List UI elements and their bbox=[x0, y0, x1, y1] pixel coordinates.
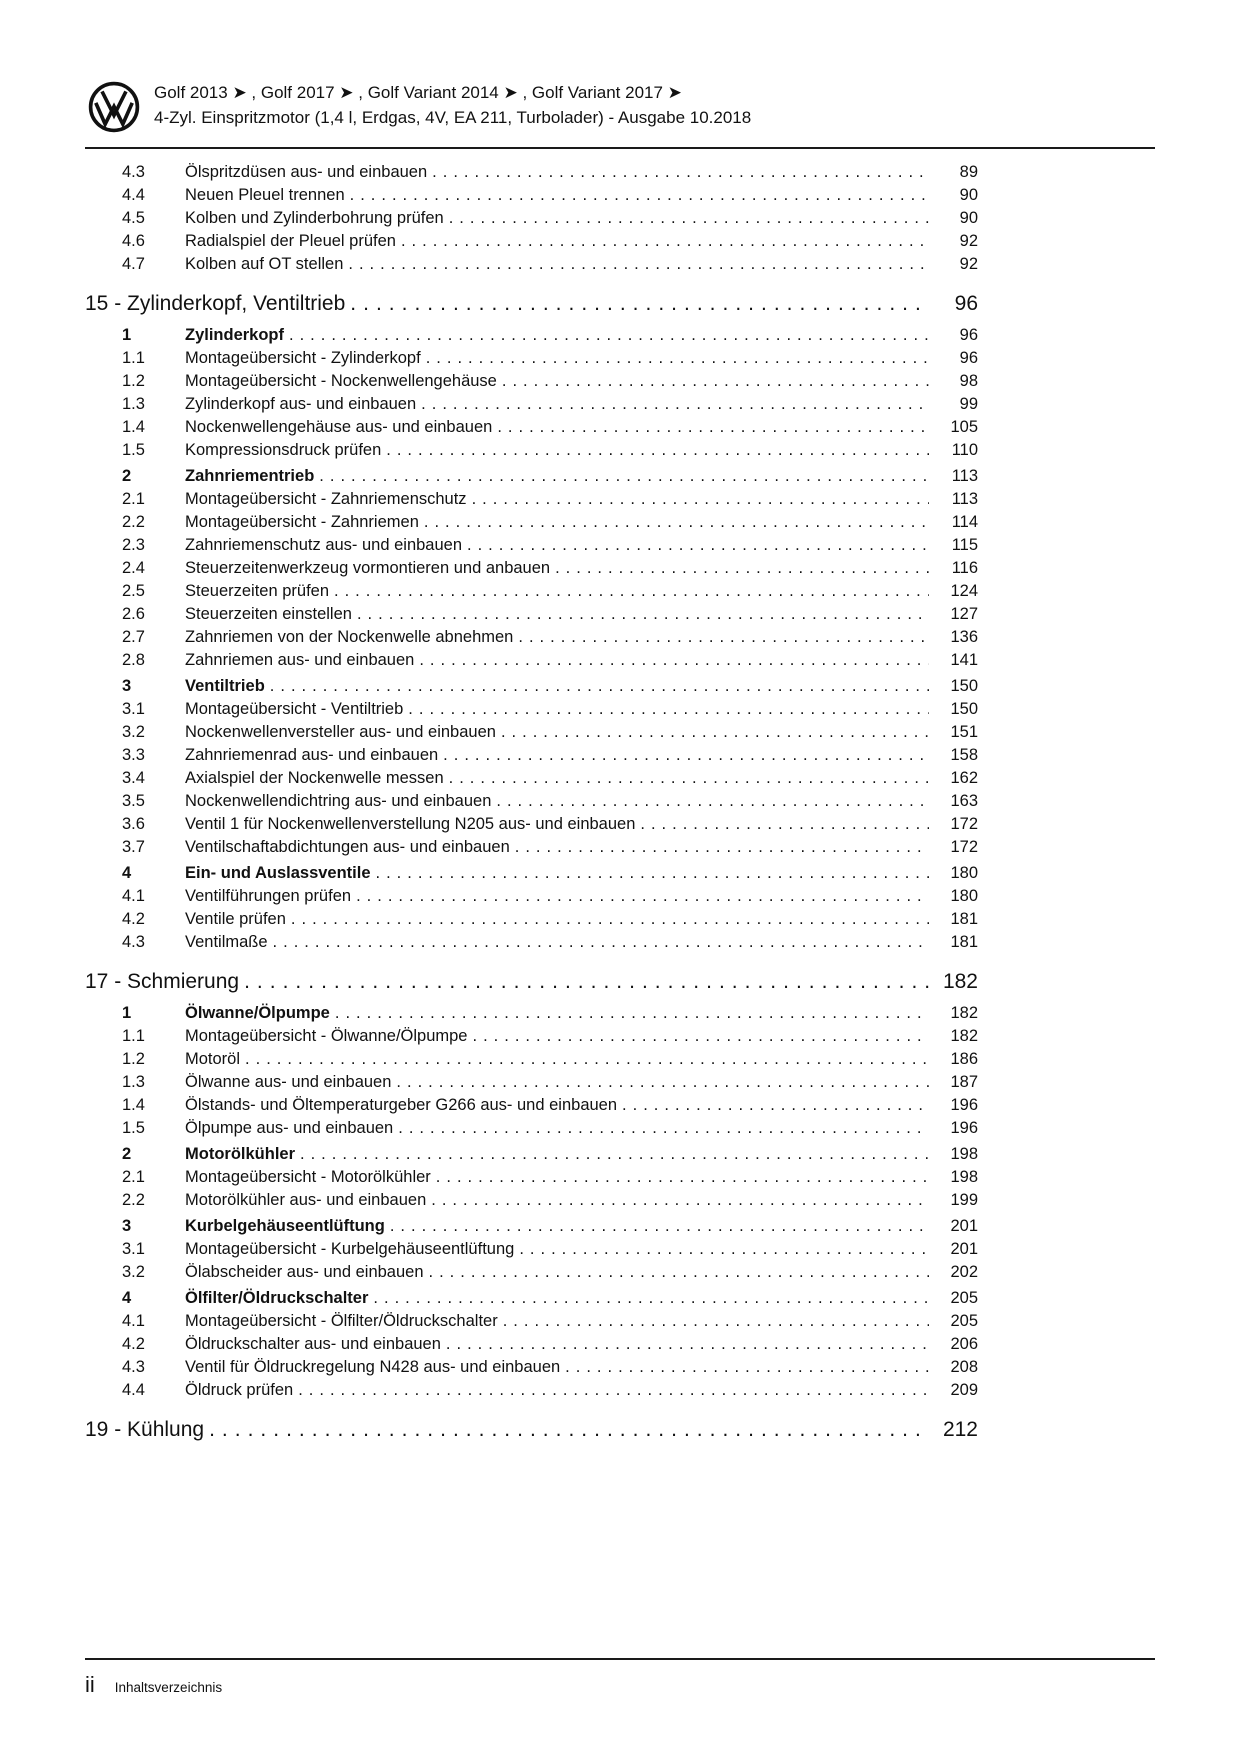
toc-entry-number: 3.3 bbox=[122, 746, 145, 764]
dot-leader bbox=[357, 603, 929, 626]
header-text-block bbox=[154, 80, 751, 130]
toc-entry-page: 114 bbox=[951, 513, 978, 531]
toc-entry bbox=[85, 1048, 978, 1071]
dot-leader bbox=[419, 649, 929, 672]
dot-leader bbox=[555, 557, 929, 580]
toc-entry bbox=[85, 347, 978, 370]
toc-entry-page: 99 bbox=[959, 395, 978, 413]
dot-leader bbox=[503, 1310, 929, 1333]
toc-entry-number: 4.4 bbox=[122, 1381, 145, 1399]
toc-entry bbox=[85, 885, 978, 908]
dot-leader bbox=[291, 908, 929, 931]
toc-entry-page: 205 bbox=[950, 1312, 978, 1330]
toc-entry bbox=[85, 416, 978, 439]
dot-leader bbox=[335, 1002, 929, 1025]
toc-entry bbox=[85, 836, 978, 859]
toc-entry-number: 1.1 bbox=[122, 349, 145, 367]
toc-entry bbox=[85, 1117, 978, 1140]
toc-entry-page: 181 bbox=[950, 933, 978, 951]
toc-entry bbox=[85, 1416, 978, 1444]
toc-entry-number: 4.2 bbox=[122, 910, 145, 928]
toc-entry-number: 2 bbox=[122, 467, 132, 485]
toc-entry-page: 113 bbox=[951, 467, 978, 485]
toc-entry-page: 198 bbox=[950, 1168, 978, 1186]
toc-entry-page: 198 bbox=[950, 1145, 978, 1163]
toc-entry-title: Ventilschaftabdichtungen aus- und einbauen bbox=[185, 838, 510, 856]
dot-leader bbox=[515, 836, 929, 859]
toc-entry-title: Motorölkühler bbox=[185, 1145, 295, 1163]
toc-entry-number: 4.2 bbox=[122, 1335, 145, 1353]
dot-leader bbox=[300, 1143, 929, 1166]
toc-entry-title: Ölpumpe aus- und einbauen bbox=[185, 1119, 394, 1137]
dot-leader bbox=[449, 767, 929, 790]
toc-entry bbox=[85, 184, 978, 207]
toc-entry-number: 3.2 bbox=[122, 1263, 145, 1281]
toc-entry-number: 1.2 bbox=[122, 372, 145, 390]
toc-entry bbox=[85, 862, 978, 885]
toc-entry-page: 105 bbox=[950, 418, 978, 436]
toc-entry-page: 98 bbox=[959, 372, 978, 390]
toc-entry bbox=[85, 626, 978, 649]
toc-entry-title: Kompressionsdruck prüfen bbox=[185, 441, 382, 459]
toc-entry bbox=[85, 968, 978, 996]
dot-leader bbox=[398, 1117, 929, 1140]
toc-entry-title: Motoröl bbox=[185, 1050, 241, 1068]
toc-entry-number: 1.5 bbox=[122, 441, 145, 459]
toc-entry-page: 196 bbox=[950, 1096, 978, 1114]
dot-leader bbox=[565, 1356, 929, 1379]
toc-entry-page: 206 bbox=[950, 1335, 978, 1353]
header-models-line: Golf 2013 ➤ , Golf 2017 ➤ , Golf Variant 2014 ➤ , Golf Variant 2017 ➤ bbox=[154, 83, 682, 102]
toc-entry bbox=[85, 1025, 978, 1048]
toc-entry-title: Kurbelgehäuseentlüftung bbox=[185, 1217, 385, 1235]
toc-entry-page: 96 bbox=[954, 292, 978, 315]
toc-entry-page: 141 bbox=[950, 651, 978, 669]
toc-entry-title: Montageübersicht - Zahnriemen bbox=[185, 513, 419, 531]
toc-entry-title: Steuerzeiten einstellen bbox=[185, 605, 352, 623]
toc-entry-page: 172 bbox=[950, 838, 978, 856]
vw-logo-icon bbox=[88, 81, 140, 133]
toc-entry-title: Zahnriemen aus- und einbauen bbox=[185, 651, 415, 669]
toc-entry bbox=[85, 290, 978, 318]
toc-entry-page: 201 bbox=[950, 1217, 978, 1235]
dot-leader bbox=[245, 1048, 929, 1071]
toc-entry-number: 3.2 bbox=[122, 723, 145, 741]
toc-entry-page: 181 bbox=[950, 910, 978, 928]
toc-entry-title: Ölspritzdüsen aus- und einbauen bbox=[185, 163, 428, 181]
header-divider bbox=[85, 147, 1155, 149]
dot-leader bbox=[270, 675, 929, 698]
toc-entry-page: 115 bbox=[951, 536, 978, 554]
toc-entry-page: 96 bbox=[959, 326, 978, 344]
toc-entry-title: Ventil für Öldruckregelung N428 aus- und einbauen bbox=[185, 1358, 561, 1376]
dot-leader bbox=[429, 1261, 929, 1284]
toc-entry-number: 2.2 bbox=[122, 513, 145, 531]
toc-entry-number: 3.1 bbox=[122, 700, 145, 718]
toc-entry-title: Montageübersicht - Zahnriemenschutz bbox=[185, 490, 467, 508]
toc-entry bbox=[85, 1189, 978, 1212]
toc-entry-number: 2.6 bbox=[122, 605, 145, 623]
toc-entry bbox=[85, 1143, 978, 1166]
toc-entry-page: 180 bbox=[950, 887, 978, 905]
toc-entry-title: Ventile prüfen bbox=[185, 910, 286, 928]
toc-entry-number: 3.7 bbox=[122, 838, 145, 856]
toc-entry-number: 3 bbox=[122, 1217, 132, 1235]
dot-leader bbox=[443, 744, 929, 767]
toc-entry-title: Axialspiel der Nockenwelle messen bbox=[185, 769, 444, 787]
toc-entry-number: 2.1 bbox=[122, 490, 145, 508]
toc-entry-page: 182 bbox=[942, 970, 978, 993]
toc-entry-title: Nockenwellenversteller aus- und einbauen bbox=[185, 723, 496, 741]
toc-entry bbox=[85, 1310, 978, 1333]
toc-entry-page: 196 bbox=[950, 1119, 978, 1137]
toc-entry bbox=[85, 557, 978, 580]
toc-entry-page: 158 bbox=[950, 746, 978, 764]
toc-entry-title: Neuen Pleuel trennen bbox=[185, 186, 345, 204]
toc-entry-number: 4.1 bbox=[122, 887, 145, 905]
dot-leader bbox=[431, 1189, 929, 1212]
dot-leader bbox=[373, 1287, 929, 1310]
toc-entry-number: 1.3 bbox=[122, 1073, 145, 1091]
toc-entry-title: Nockenwellengehäuse aus- und einbauen bbox=[185, 418, 493, 436]
toc-entry bbox=[85, 1215, 978, 1238]
dot-leader bbox=[467, 534, 929, 557]
toc-entry-title: Montageübersicht - Ölfilter/Öldruckschalter bbox=[185, 1312, 498, 1330]
toc-entry-title: Motorölkühler aus- und einbauen bbox=[185, 1191, 427, 1209]
toc-entry bbox=[85, 1166, 978, 1189]
toc-entry bbox=[85, 534, 978, 557]
toc-entry-title: Montageübersicht - Zylinderkopf bbox=[185, 349, 421, 367]
toc-entry bbox=[85, 488, 978, 511]
toc-entry bbox=[85, 324, 978, 347]
toc-entry-title: Radialspiel der Pleuel prüfen bbox=[185, 232, 396, 250]
toc-entry-title: Montageübersicht - Motorölkühler bbox=[185, 1168, 431, 1186]
toc-entry-title: Ventilmaße bbox=[185, 933, 268, 951]
toc-entry-number: 3.4 bbox=[122, 769, 145, 787]
toc-entry-title: Zylinderkopf aus- und einbauen bbox=[185, 395, 417, 413]
dot-leader bbox=[401, 230, 929, 253]
dot-leader bbox=[376, 862, 929, 885]
toc-entry-number: 4.1 bbox=[122, 1312, 145, 1330]
toc-entry-title: Zylinderkopf bbox=[185, 326, 285, 344]
toc-entry-page: 201 bbox=[950, 1240, 978, 1258]
dot-leader bbox=[396, 1071, 929, 1094]
toc-entry-title: Ölwanne/Ölpumpe bbox=[185, 1004, 330, 1022]
toc-entry-title: Ölwanne aus- und einbauen bbox=[185, 1073, 392, 1091]
dot-leader bbox=[408, 698, 929, 721]
toc-entry bbox=[85, 813, 978, 836]
toc-entry-number: 3.6 bbox=[122, 815, 145, 833]
toc-entry-number: 3 bbox=[122, 677, 132, 695]
dot-leader bbox=[497, 416, 929, 439]
toc-entry-number: 1.5 bbox=[122, 1119, 145, 1137]
toc-entry-number: 1 bbox=[122, 1004, 132, 1022]
toc-entry-number: 1.4 bbox=[122, 418, 145, 436]
toc-entry-page: 208 bbox=[950, 1358, 978, 1376]
toc-entry-page: 209 bbox=[950, 1381, 978, 1399]
dot-leader bbox=[436, 1166, 929, 1189]
toc-entry-page: 162 bbox=[950, 769, 978, 787]
toc-entry-page: 127 bbox=[950, 605, 978, 623]
toc-entry-title: Steuerzeitenwerkzeug vormontieren und anbauen bbox=[185, 559, 551, 577]
toc-entry bbox=[85, 465, 978, 488]
dot-leader bbox=[319, 465, 929, 488]
toc-entry-title: Ventilführungen prüfen bbox=[185, 887, 352, 905]
toc-entry-number: 4 bbox=[122, 864, 132, 882]
toc-entry bbox=[85, 580, 978, 603]
toc-entry-number: 2 bbox=[122, 1145, 132, 1163]
toc-entry bbox=[85, 721, 978, 744]
dot-leader bbox=[244, 968, 929, 996]
dot-leader bbox=[472, 1025, 929, 1048]
toc-entry-page: 116 bbox=[951, 559, 978, 577]
toc-entry bbox=[85, 1238, 978, 1261]
toc-entry bbox=[85, 1379, 978, 1402]
header-engine-line: 4-Zyl. Einspritzmotor (1,4 l, Erdgas, 4V, EA 211, Turbolader) - Ausgabe 10.2018 bbox=[154, 108, 752, 127]
toc-entry-number: 4.4 bbox=[122, 186, 145, 204]
toc-entry-number: 1 bbox=[122, 326, 132, 344]
toc-entry-page: 202 bbox=[950, 1263, 978, 1281]
toc-entry-page: 90 bbox=[959, 186, 978, 204]
toc-entry-page: 172 bbox=[950, 815, 978, 833]
toc-entry-title: Nockenwellendichtring aus- und einbauen bbox=[185, 792, 492, 810]
toc-entry bbox=[85, 439, 978, 462]
toc-entry-page: 150 bbox=[950, 700, 978, 718]
dot-leader bbox=[496, 790, 929, 813]
toc-entry bbox=[85, 1094, 978, 1117]
footer-label: Inhaltsverzeichnis bbox=[114, 1680, 223, 1695]
toc-entry bbox=[85, 649, 978, 672]
toc-entry bbox=[85, 675, 978, 698]
toc-entry-page: 205 bbox=[950, 1289, 978, 1307]
toc-entry-page: 92 bbox=[959, 232, 978, 250]
toc-entry-page: 113 bbox=[951, 490, 978, 508]
dot-leader bbox=[449, 207, 929, 230]
dot-leader bbox=[421, 393, 929, 416]
dot-leader bbox=[518, 626, 929, 649]
toc-entry-number: 4.6 bbox=[122, 232, 145, 250]
toc-entry-number: 4.3 bbox=[122, 933, 145, 951]
toc-entry-title: Zahnriemenrad aus- und einbauen bbox=[185, 746, 439, 764]
dot-leader bbox=[472, 488, 929, 511]
toc-entry bbox=[85, 744, 978, 767]
page-footer bbox=[85, 1672, 222, 1698]
dot-leader bbox=[432, 161, 929, 184]
toc-entry bbox=[85, 1333, 978, 1356]
toc-entry-title: Montageübersicht - Ventiltrieb bbox=[185, 700, 404, 718]
toc-entry-page: 150 bbox=[950, 677, 978, 695]
toc-entry-page: 151 bbox=[950, 723, 978, 741]
toc-entry bbox=[85, 698, 978, 721]
toc-entry-number: 4 bbox=[122, 1289, 132, 1307]
dot-leader bbox=[390, 1215, 929, 1238]
toc-entry-number: 4.5 bbox=[122, 209, 145, 227]
toc-entry-title: 17 - Schmierung bbox=[85, 970, 240, 993]
toc-entry-title: Ölfilter/Öldruckschalter bbox=[185, 1289, 369, 1307]
toc-entry-page: 186 bbox=[950, 1050, 978, 1068]
toc-entry-page: 182 bbox=[950, 1027, 978, 1045]
toc-entry-number: 4.3 bbox=[122, 1358, 145, 1376]
dot-leader bbox=[501, 721, 929, 744]
toc-entry-page: 90 bbox=[959, 209, 978, 227]
toc-entry-title: Zahnriemen von der Nockenwelle abnehmen bbox=[185, 628, 514, 646]
toc-entry-number: 2.3 bbox=[122, 536, 145, 554]
toc-entry-title: Kolben auf OT stellen bbox=[185, 255, 344, 273]
toc-entry-number: 4.3 bbox=[122, 163, 145, 181]
toc-entry bbox=[85, 253, 978, 276]
dot-leader bbox=[273, 931, 929, 954]
toc-entry-title: 15 - Zylinderkopf, Ventiltrieb bbox=[85, 292, 346, 315]
dot-leader bbox=[356, 885, 929, 908]
toc-entry-title: Öldruckschalter aus- und einbauen bbox=[185, 1335, 441, 1353]
toc-entry bbox=[85, 1287, 978, 1310]
page-folio: ii bbox=[85, 1672, 95, 1697]
toc-entry-page: 212 bbox=[942, 1418, 978, 1441]
page-header bbox=[88, 80, 1155, 133]
toc-entry-page: 180 bbox=[950, 864, 978, 882]
toc-entry-title: Ein- und Auslassventile bbox=[185, 864, 371, 882]
toc-entry-number: 3.5 bbox=[122, 792, 145, 810]
dot-leader bbox=[640, 813, 929, 836]
toc-entry-page: 124 bbox=[950, 582, 978, 600]
toc-entry bbox=[85, 767, 978, 790]
toc-entry-number: 1.3 bbox=[122, 395, 145, 413]
toc-entry-title: Kolben und Zylinderbohrung prüfen bbox=[185, 209, 444, 227]
toc-entry bbox=[85, 603, 978, 626]
toc-entry-number: 3.1 bbox=[122, 1240, 145, 1258]
dot-leader bbox=[386, 439, 929, 462]
toc-entry bbox=[85, 207, 978, 230]
toc-entry-title: Ventiltrieb bbox=[185, 677, 265, 695]
toc-entry-number: 2.4 bbox=[122, 559, 145, 577]
dot-leader bbox=[622, 1094, 929, 1117]
toc-entry-page: 110 bbox=[951, 441, 978, 459]
dot-leader bbox=[424, 511, 929, 534]
toc-entry-number: 1.2 bbox=[122, 1050, 145, 1068]
toc-entry-title: Steuerzeiten prüfen bbox=[185, 582, 330, 600]
dot-leader bbox=[348, 253, 929, 276]
toc-entry bbox=[85, 370, 978, 393]
toc-entry bbox=[85, 1071, 978, 1094]
dot-leader bbox=[446, 1333, 929, 1356]
toc-entry bbox=[85, 790, 978, 813]
dot-leader bbox=[334, 580, 929, 603]
toc-entry-page: 92 bbox=[959, 255, 978, 273]
toc-entry-number: 2.8 bbox=[122, 651, 145, 669]
toc-entry bbox=[85, 908, 978, 931]
toc-entry-number: 1.4 bbox=[122, 1096, 145, 1114]
toc-entry-number: 2.2 bbox=[122, 1191, 145, 1209]
dot-leader bbox=[350, 290, 929, 318]
footer-divider bbox=[85, 1658, 1155, 1660]
toc-entry-page: 89 bbox=[959, 163, 978, 181]
toc-entry-number: 2.7 bbox=[122, 628, 145, 646]
toc-entry-number: 4.7 bbox=[122, 255, 145, 273]
dot-leader bbox=[350, 184, 929, 207]
toc-entry bbox=[85, 1356, 978, 1379]
toc-entry-title: Zahnriemenschutz aus- und einbauen bbox=[185, 536, 463, 554]
toc-entry bbox=[85, 161, 978, 184]
toc-entry-title: Öldruck prüfen bbox=[185, 1381, 294, 1399]
toc-entry-title: Montageübersicht - Nockenwellengehäuse bbox=[185, 372, 497, 390]
toc-entry-number: 2.5 bbox=[122, 582, 145, 600]
toc-entry-page: 136 bbox=[950, 628, 978, 646]
toc-entry-title: Ölabscheider aus- und einbauen bbox=[185, 1263, 424, 1281]
toc-entry bbox=[85, 1261, 978, 1284]
toc-entry-page: 163 bbox=[950, 792, 978, 810]
dot-leader bbox=[426, 347, 929, 370]
toc-entry-page: 199 bbox=[950, 1191, 978, 1209]
toc-entry-page: 96 bbox=[959, 349, 978, 367]
dot-leader bbox=[209, 1416, 929, 1444]
dot-leader bbox=[298, 1379, 929, 1402]
toc-entry-title: Montageübersicht - Kurbelgehäuseentlüftung bbox=[185, 1240, 515, 1258]
toc-entry-page: 187 bbox=[950, 1073, 978, 1091]
toc-entry bbox=[85, 511, 978, 534]
dot-leader bbox=[519, 1238, 929, 1261]
toc-entry-page: 182 bbox=[950, 1004, 978, 1022]
toc-entry bbox=[85, 230, 978, 253]
toc-entry-title: Montageübersicht - Ölwanne/Ölpumpe bbox=[185, 1027, 468, 1045]
toc-entry bbox=[85, 393, 978, 416]
toc-entry-number: 2.1 bbox=[122, 1168, 145, 1186]
toc-entry-title: Zahnriementrieb bbox=[185, 467, 315, 485]
toc-entry bbox=[85, 931, 978, 954]
table-of-contents bbox=[85, 161, 978, 1450]
toc-entry-number: 1.1 bbox=[122, 1027, 145, 1045]
toc-entry bbox=[85, 1002, 978, 1025]
dot-leader bbox=[289, 324, 929, 347]
toc-entry-title: 19 - Kühlung bbox=[85, 1418, 205, 1441]
toc-entry-title: Ölstands- und Öltemperaturgeber G266 aus- und einbauen bbox=[185, 1096, 618, 1114]
toc-entry-title: Ventil 1 für Nockenwellenverstellung N205 aus- und einbauen bbox=[185, 815, 636, 833]
dot-leader bbox=[502, 370, 929, 393]
